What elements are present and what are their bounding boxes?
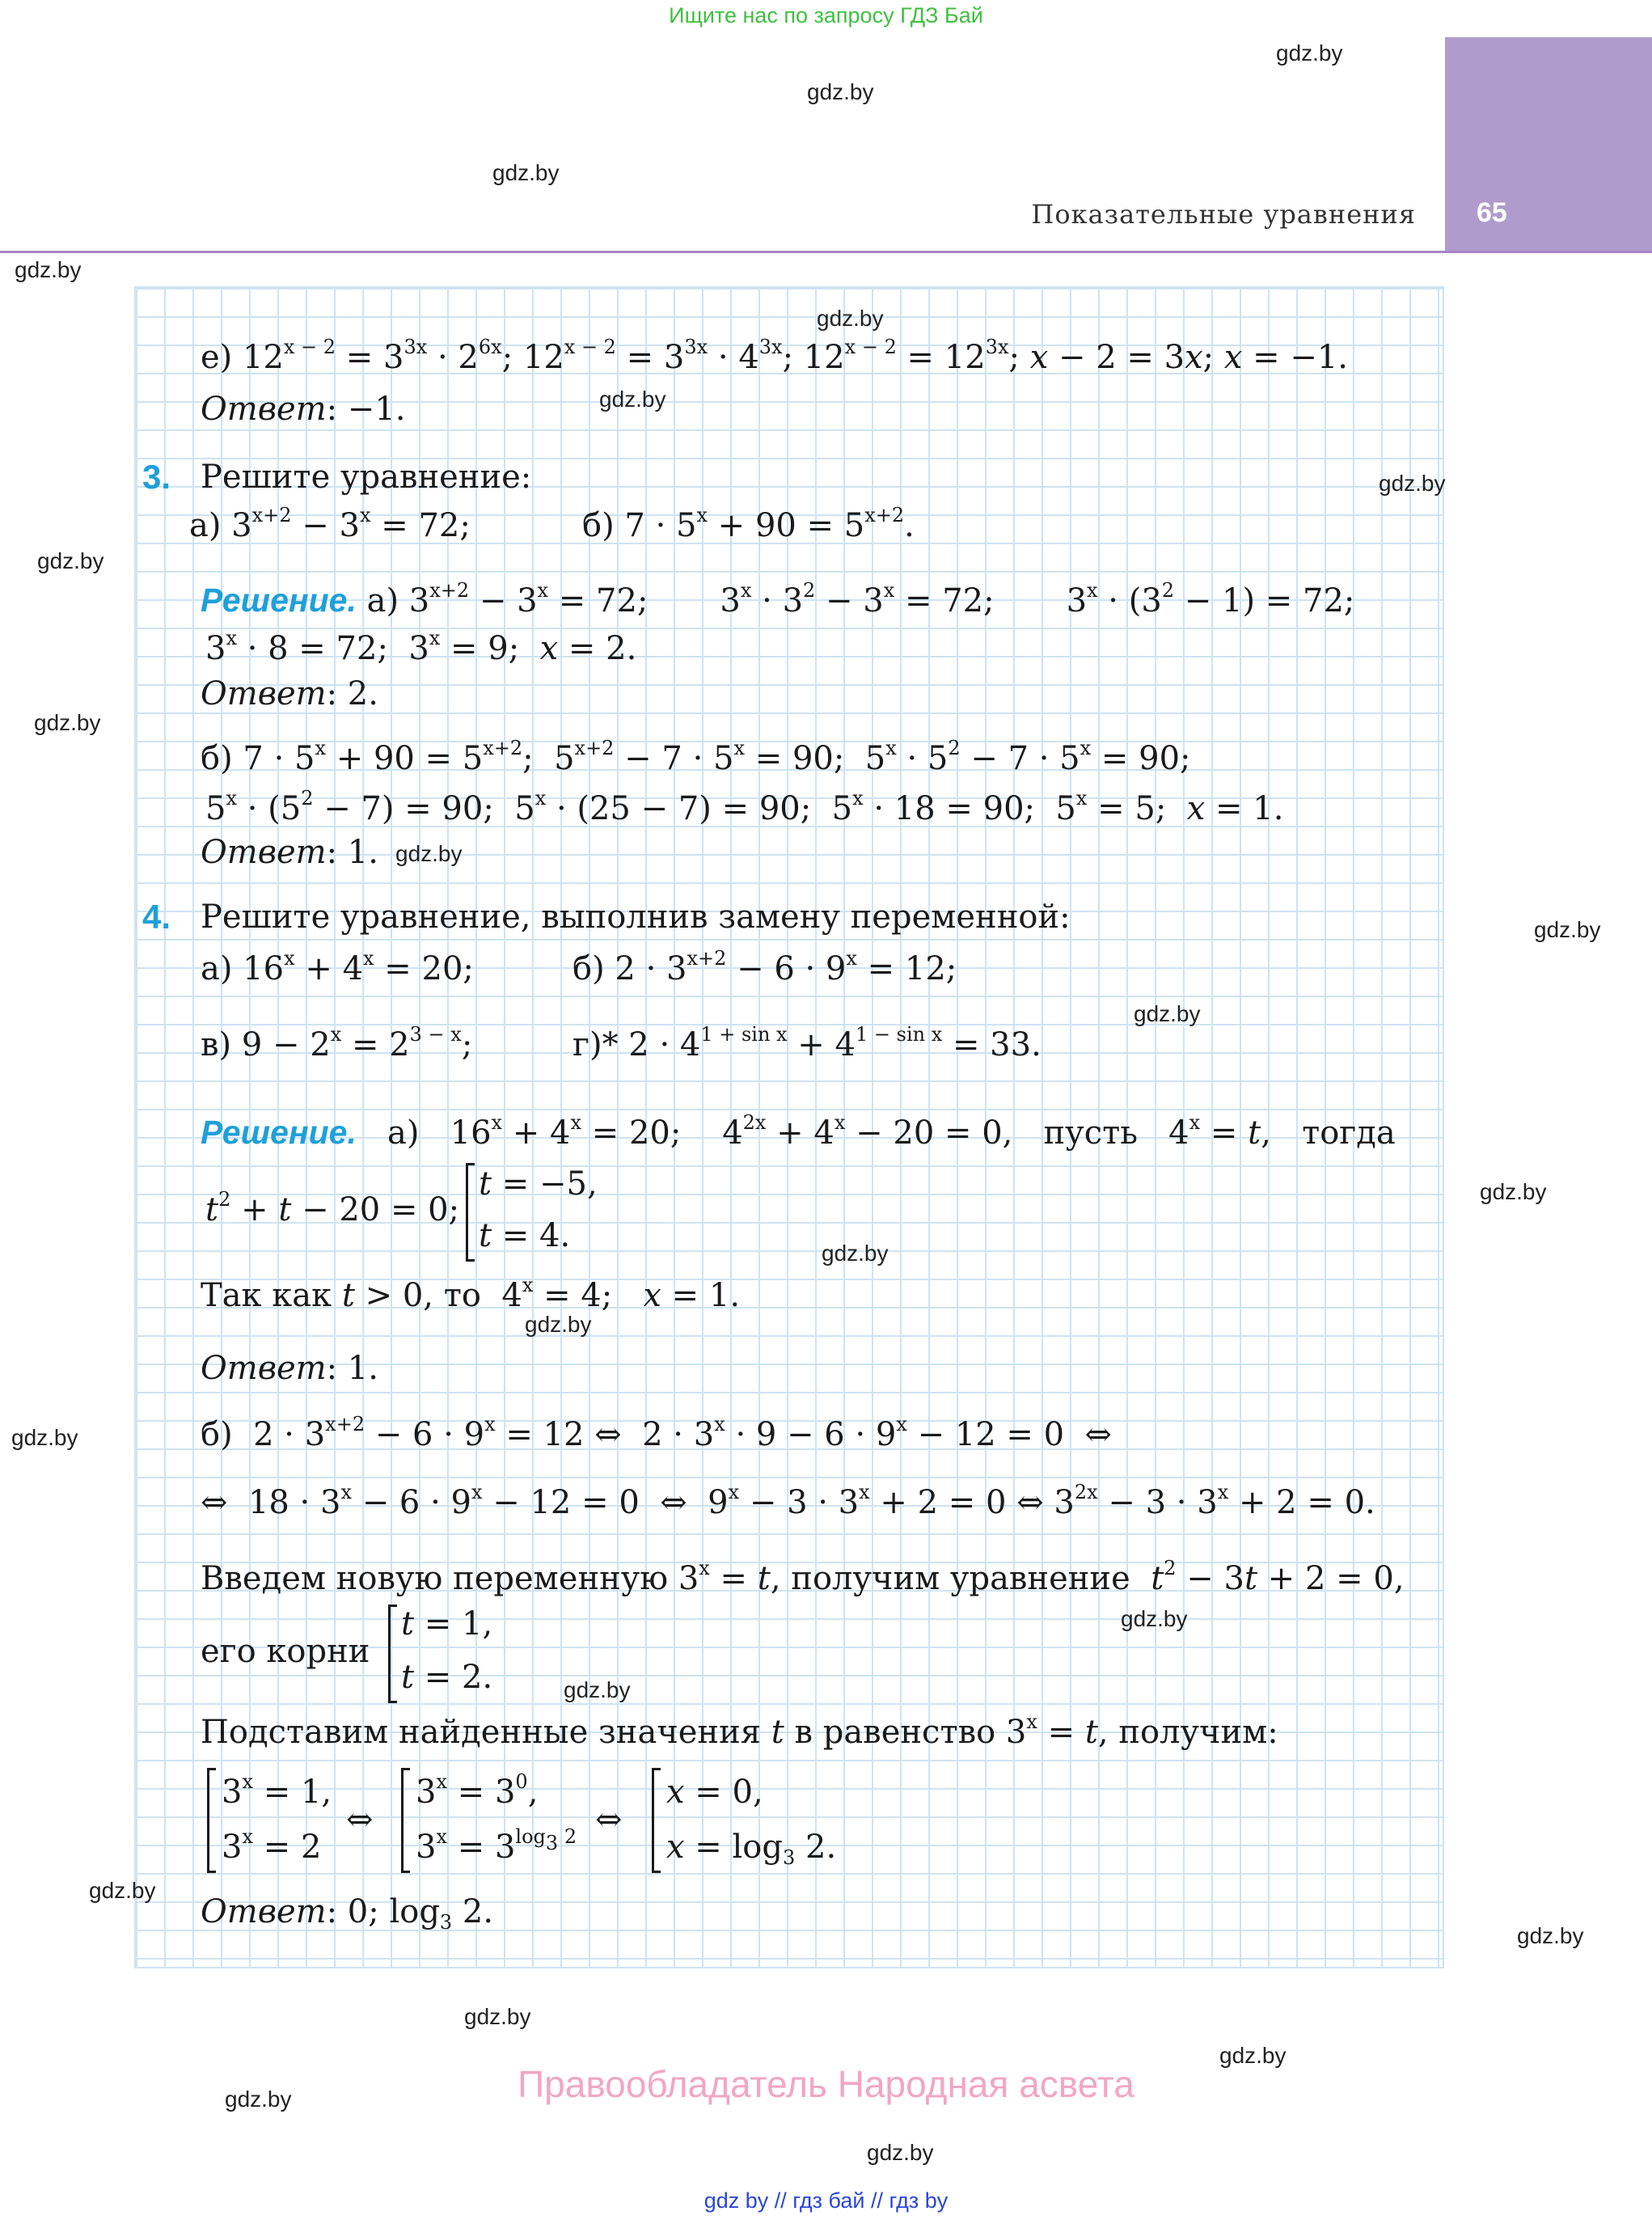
watermark: gdz.by — [34, 710, 101, 735]
task4-d: г)* $2 \cdot 4^{1 + sin x} + 4^{1 - sin x} = 33$. — [572, 1023, 1041, 1063]
system-bracket — [207, 1768, 216, 1873]
watermark: gdz.by — [1517, 1923, 1584, 1948]
task4a-solution-3: Так как t > 0, то $4^x = 4$; x = 1. — [201, 1274, 741, 1314]
task4a-solution-1: Решение. а) $16^x + 4^x = 20$; $4^{2x} + 4^x - 20 = 0$, пусть $4^x = t$, тогда — [201, 1111, 1396, 1152]
watermark: gdz.by — [599, 387, 666, 412]
top-search-banner[interactable]: Ищите нас по запросу ГДЗ Бай — [669, 3, 983, 27]
task3-number: 3. — [142, 458, 171, 496]
task3-a: а) $3^{x+2} - 3^x = 72$; — [189, 504, 471, 544]
copyright-owner: Правообладатель Народная асвета — [518, 2063, 1134, 2105]
answer-value: : 1. — [326, 834, 378, 871]
task2e-answer — [201, 390, 405, 429]
task3a-solution-1: Решение. а) $3^{x+2} - 3^x = 72$; $3^x \cdot 3^2 - 3^x = 72$; $3^x \cdot (3^2 - 1) = 72$; — [201, 579, 1355, 619]
answer-label: Ответ — [201, 834, 327, 871]
equivalence-symbol: ⇔ — [595, 1801, 623, 1838]
footer-links[interactable]: gdz by // гдз бай // гдз by — [703, 2188, 949, 2213]
answer-value: : 2. — [326, 675, 378, 712]
case3-line2: $x = \log_3 2$. — [666, 1829, 837, 1869]
watermark: gdz.by — [564, 1677, 631, 1702]
task3b-answer — [201, 833, 378, 872]
task4a-root-2: t = 4. — [479, 1217, 571, 1254]
task4b-solution-3: Введем новую переменную $3^x = t$, получим уравнение $t^2 - 3t + 2 = 0$, — [201, 1557, 1405, 1597]
watermark: gdz.by — [525, 1312, 592, 1337]
task3a-solution-2: $3^x \cdot 8 = 72$; $3^x = 9$; x = 2. — [205, 627, 637, 667]
page-number: 65 — [1477, 197, 1507, 228]
task4-b: б) $2 \cdot 3^{x+2} - 6 \cdot 9^x = 12$; — [572, 947, 957, 987]
system-bracket — [401, 1768, 410, 1873]
task4-title: Решите уравнение, выполнив замену переменной: — [201, 898, 1071, 936]
watermark: gdz.by — [1379, 471, 1446, 496]
watermark: gdz.by — [822, 1241, 889, 1266]
answer-value: : −1. — [326, 391, 406, 428]
answer-value: : 1. — [326, 1350, 378, 1387]
task2e-solution: е) $12^{x - 2} = 3^{3x} \cdot 2^{6x}$; $12^{x - 2} = 3^{3x} \cdot 4^{3x}$; $12^{x - 2} = 12^{3x}$; x − 2 = 3x; x = −1. — [201, 336, 1349, 376]
watermark: gdz.by — [1219, 2043, 1287, 2068]
task3b-solution-1: б) $7 \cdot 5^x + 90 = 5^{x+2}$; $5^{x+2} - 7 \cdot 5^x = 90$; $5^x \cdot 5^2 - 7 \cdot 5^x = 90$; — [201, 737, 1191, 777]
system-bracket — [652, 1768, 661, 1873]
task4b-solution-4: Подставим найденные значения t в равенство $3^x = t$, получим: — [201, 1710, 1278, 1751]
system-bracket — [388, 1605, 397, 1703]
watermark: gdz.by — [1121, 1606, 1188, 1631]
solution-label: Решение. — [201, 581, 357, 619]
watermark: gdz.by — [225, 2087, 292, 2112]
watermark: gdz.by — [1534, 917, 1601, 942]
watermark: gdz.by — [817, 306, 884, 331]
task4b-roots-label: его корни — [201, 1633, 370, 1670]
watermark: gdz.by — [492, 160, 560, 185]
task4-a: а) $16^x + 4^x = 20$; — [201, 947, 474, 987]
watermark: gdz.by — [37, 548, 104, 573]
watermark: gdz.by — [1134, 1001, 1201, 1026]
answer-label: Ответ — [201, 1893, 327, 1930]
watermark: gdz.by — [1276, 40, 1343, 66]
case2-line1: $3^x = 3^0$, — [416, 1770, 539, 1811]
header-rule — [0, 251, 1652, 253]
watermark: gdz.by — [867, 2140, 934, 2165]
case1-line1: $3^x = 1$, — [222, 1770, 332, 1811]
task4b-solution-1: б) $2 \cdot 3^{x+2} - 6 \cdot 9^x = 12$ ⇔ $2 \cdot 3^x \cdot 9 - 6 \cdot 9^x - 12 = 0$ ⇔ — [201, 1413, 1113, 1453]
task3-title: Решите уравнение: — [201, 459, 532, 496]
case1-line2: $3^x = 2$ — [222, 1825, 322, 1866]
watermark: gdz.by — [89, 1878, 156, 1903]
task3a-answer — [201, 674, 378, 713]
task4a-solution-2: $t^2 + t - 20 = 0$; — [205, 1188, 460, 1228]
task4b-root-2: t = 2. — [401, 1659, 493, 1696]
task4b-root-1: t = 1, — [401, 1605, 493, 1643]
system-bracket — [466, 1163, 475, 1262]
case2-line2: $3^x = 3^{log_3 2}$ — [416, 1825, 577, 1866]
watermark: gdz.by — [464, 2004, 531, 2029]
watermark: gdz.by — [15, 257, 82, 282]
answer-label: Ответ — [201, 675, 327, 712]
task4a-root-1: t = −5, — [479, 1165, 598, 1203]
answer-label: Ответ — [201, 1350, 327, 1387]
watermark: gdz.by — [395, 841, 463, 866]
answer-label: Ответ — [201, 391, 327, 428]
task3b-solution-2: $5^x \cdot (5^2 - 7) = 90$; $5^x \cdot (25 - 7) = 90$; $5^x \cdot 18 = 90$; $5^x = 5$; x = 1. — [205, 787, 1284, 827]
task4a-answer — [201, 1349, 378, 1388]
watermark: gdz.by — [1480, 1179, 1547, 1204]
watermark: gdz.by — [807, 79, 874, 104]
solution-label: Решение. — [201, 1114, 357, 1151]
chapter-title: Показательные уравнения — [1031, 199, 1416, 230]
task4b-solution-2: ⇔ $18 \cdot 3^x - 6 \cdot 9^x - 12 = 0$ ⇔ $9^x - 3 \cdot 3^x + 2 = 0$ ⇔ $3^{2x} - 3 \cdot 3^x + 2 = 0$. — [201, 1481, 1375, 1521]
task4b-answer: Ответ: 0; $\log_3 2$. — [201, 1893, 494, 1934]
task4-number: 4. — [142, 898, 171, 936]
watermark: gdz.by — [11, 1425, 78, 1450]
task3-b: б) $7 \cdot 5^x + 90 = 5^{x+2}$. — [582, 504, 915, 544]
case3-line1: x = 0, — [666, 1774, 763, 1811]
task4-c: в) $9 - 2^x = 2^{3 - x}$; — [201, 1023, 473, 1063]
equivalence-symbol: ⇔ — [346, 1801, 374, 1838]
